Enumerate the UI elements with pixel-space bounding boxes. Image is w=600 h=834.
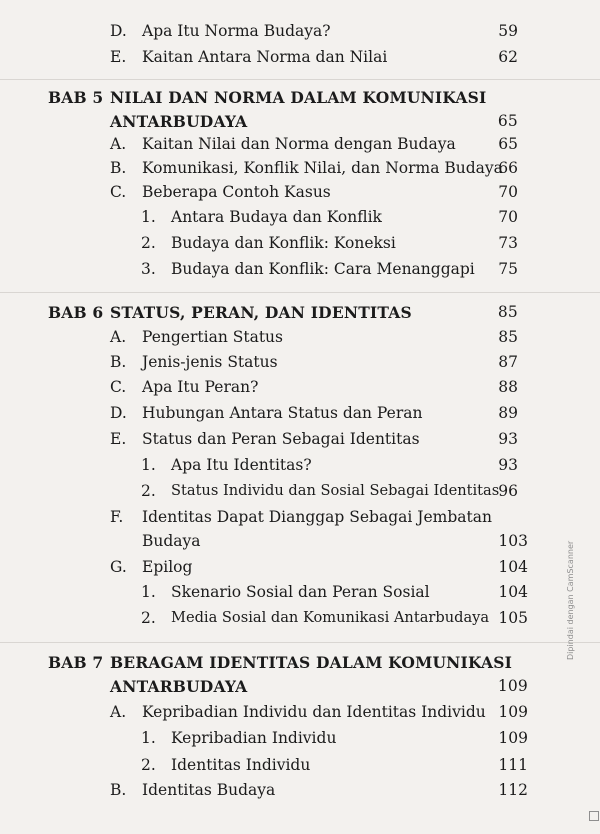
chapter-label: BAB 5 bbox=[48, 88, 104, 107]
entry-label: E. bbox=[110, 430, 127, 448]
chapter-title: STATUS, PERAN, DAN IDENTITAS bbox=[110, 303, 412, 322]
entry-label: 2. bbox=[141, 756, 156, 774]
entry-title: Komunikasi, Konflik Nilai, dan Norma Budaya bbox=[142, 159, 503, 177]
entry-page-number: 65 bbox=[497, 112, 518, 130]
chapter-title: ANTARBUDAYA bbox=[110, 112, 248, 131]
entry-title: Identitas Individu bbox=[171, 756, 311, 774]
entry-title: Status Individu dan Sosial Sebagai Identitas bbox=[171, 482, 500, 499]
chapter-title: BERAGAM IDENTITAS DALAM KOMUNIKASI bbox=[110, 653, 513, 672]
entry-title: Kaitan Antara Norma dan Nilai bbox=[142, 48, 388, 66]
chapter-title: NILAI DAN NORMA DALAM KOMUNIKASI bbox=[110, 88, 487, 107]
entry-label: 1. bbox=[141, 208, 156, 226]
entry-label: B. bbox=[110, 353, 127, 371]
section-divider bbox=[0, 292, 600, 293]
entry-title: Budaya dan Konflik: Koneksi bbox=[171, 234, 396, 252]
entry-page-number: 70 bbox=[498, 208, 518, 226]
entry-title: Pengertian Status bbox=[142, 328, 283, 346]
entry-label: A. bbox=[110, 703, 127, 721]
entry-label: A. bbox=[110, 135, 127, 153]
entry-page-number: 66 bbox=[498, 159, 518, 177]
entry-page-number: 105 bbox=[498, 609, 528, 627]
entry-title: Skenario Sosial dan Peran Sosial bbox=[171, 583, 430, 601]
entry-label: C. bbox=[110, 378, 127, 396]
entry-page-number: 89 bbox=[498, 404, 518, 422]
entry-label: C. bbox=[110, 183, 127, 201]
entry-title: Apa Itu Peran? bbox=[142, 378, 259, 396]
entry-page-number: 59 bbox=[498, 22, 518, 40]
entry-page-number: 112 bbox=[498, 781, 528, 799]
entry-title: Kaitan Nilai dan Norma dengan Budaya bbox=[142, 135, 456, 153]
entry-title: Budaya bbox=[142, 532, 201, 550]
entry-title: Budaya dan Konflik: Cara Menanggapi bbox=[171, 260, 475, 278]
entry-title: Media Sosial dan Komunikasi Antarbudaya bbox=[171, 609, 490, 626]
entry-title: Apa Itu Norma Budaya? bbox=[142, 22, 331, 40]
entry-title: Apa Itu Identitas? bbox=[171, 456, 312, 474]
entry-page-number: 111 bbox=[498, 756, 528, 774]
chapter-label: BAB 6 bbox=[48, 303, 104, 322]
entry-label: G. bbox=[110, 558, 127, 576]
entry-page-number: 87 bbox=[498, 353, 518, 371]
entry-label: 1. bbox=[141, 583, 156, 601]
entry-title: Antara Budaya dan Konflik bbox=[171, 208, 382, 226]
entry-label: 1. bbox=[141, 729, 156, 747]
entry-label: B. bbox=[110, 159, 127, 177]
entry-title: Kepribadian Individu dan Identitas Individu bbox=[142, 703, 486, 721]
entry-label: F. bbox=[110, 508, 124, 526]
scanner-logo-icon bbox=[589, 811, 599, 821]
entry-label: 2. bbox=[141, 609, 156, 627]
entry-page-number: 75 bbox=[498, 260, 518, 278]
entry-page-number: 93 bbox=[498, 430, 518, 448]
section-divider bbox=[0, 79, 600, 80]
entry-page-number: 93 bbox=[498, 456, 518, 474]
entry-page-number: 88 bbox=[498, 378, 518, 396]
entry-label: E. bbox=[110, 48, 127, 66]
chapter-title: ANTARBUDAYA bbox=[110, 677, 248, 696]
entry-page-number: 109 bbox=[497, 677, 528, 695]
entry-title: Jenis-jenis Status bbox=[142, 353, 278, 371]
entry-page-number: 104 bbox=[498, 558, 528, 576]
entry-page-number: 65 bbox=[498, 135, 518, 153]
entry-page-number: 109 bbox=[498, 703, 528, 721]
entry-label: D. bbox=[110, 22, 127, 40]
entry-label: 2. bbox=[141, 234, 156, 252]
entry-page-number: 70 bbox=[498, 183, 518, 201]
entry-page-number: 109 bbox=[498, 729, 528, 747]
entry-label: B. bbox=[110, 781, 127, 799]
entry-page-number: 73 bbox=[498, 234, 518, 252]
entry-label: 1. bbox=[141, 456, 156, 474]
entry-title: Identitas Dapat Dianggap Sebagai Jembatan bbox=[142, 508, 492, 526]
entry-title: Beberapa Contoh Kasus bbox=[142, 183, 331, 201]
entry-page-number: 85 bbox=[497, 303, 518, 321]
chapter-label: BAB 7 bbox=[48, 653, 104, 672]
entry-title: Identitas Budaya bbox=[142, 781, 276, 799]
entry-page-number: 103 bbox=[498, 532, 528, 550]
entry-page-number: 85 bbox=[498, 328, 518, 346]
entry-title: Kepribadian Individu bbox=[171, 729, 337, 747]
entry-title: Status dan Peran Sebagai Identitas bbox=[142, 430, 420, 448]
entry-title: Epilog bbox=[142, 558, 193, 576]
entry-page-number: 62 bbox=[498, 48, 518, 66]
entry-label: 3. bbox=[141, 260, 156, 278]
section-divider bbox=[0, 642, 600, 643]
entry-page-number: 104 bbox=[498, 583, 528, 601]
entry-title: Hubungan Antara Status dan Peran bbox=[142, 404, 423, 422]
entry-label: A. bbox=[110, 328, 127, 346]
entry-label: 2. bbox=[141, 482, 156, 500]
entry-page-number: 96 bbox=[498, 482, 518, 500]
entry-label: D. bbox=[110, 404, 127, 422]
scanner-watermark: Dipindai dengan CamScanner bbox=[566, 540, 575, 660]
